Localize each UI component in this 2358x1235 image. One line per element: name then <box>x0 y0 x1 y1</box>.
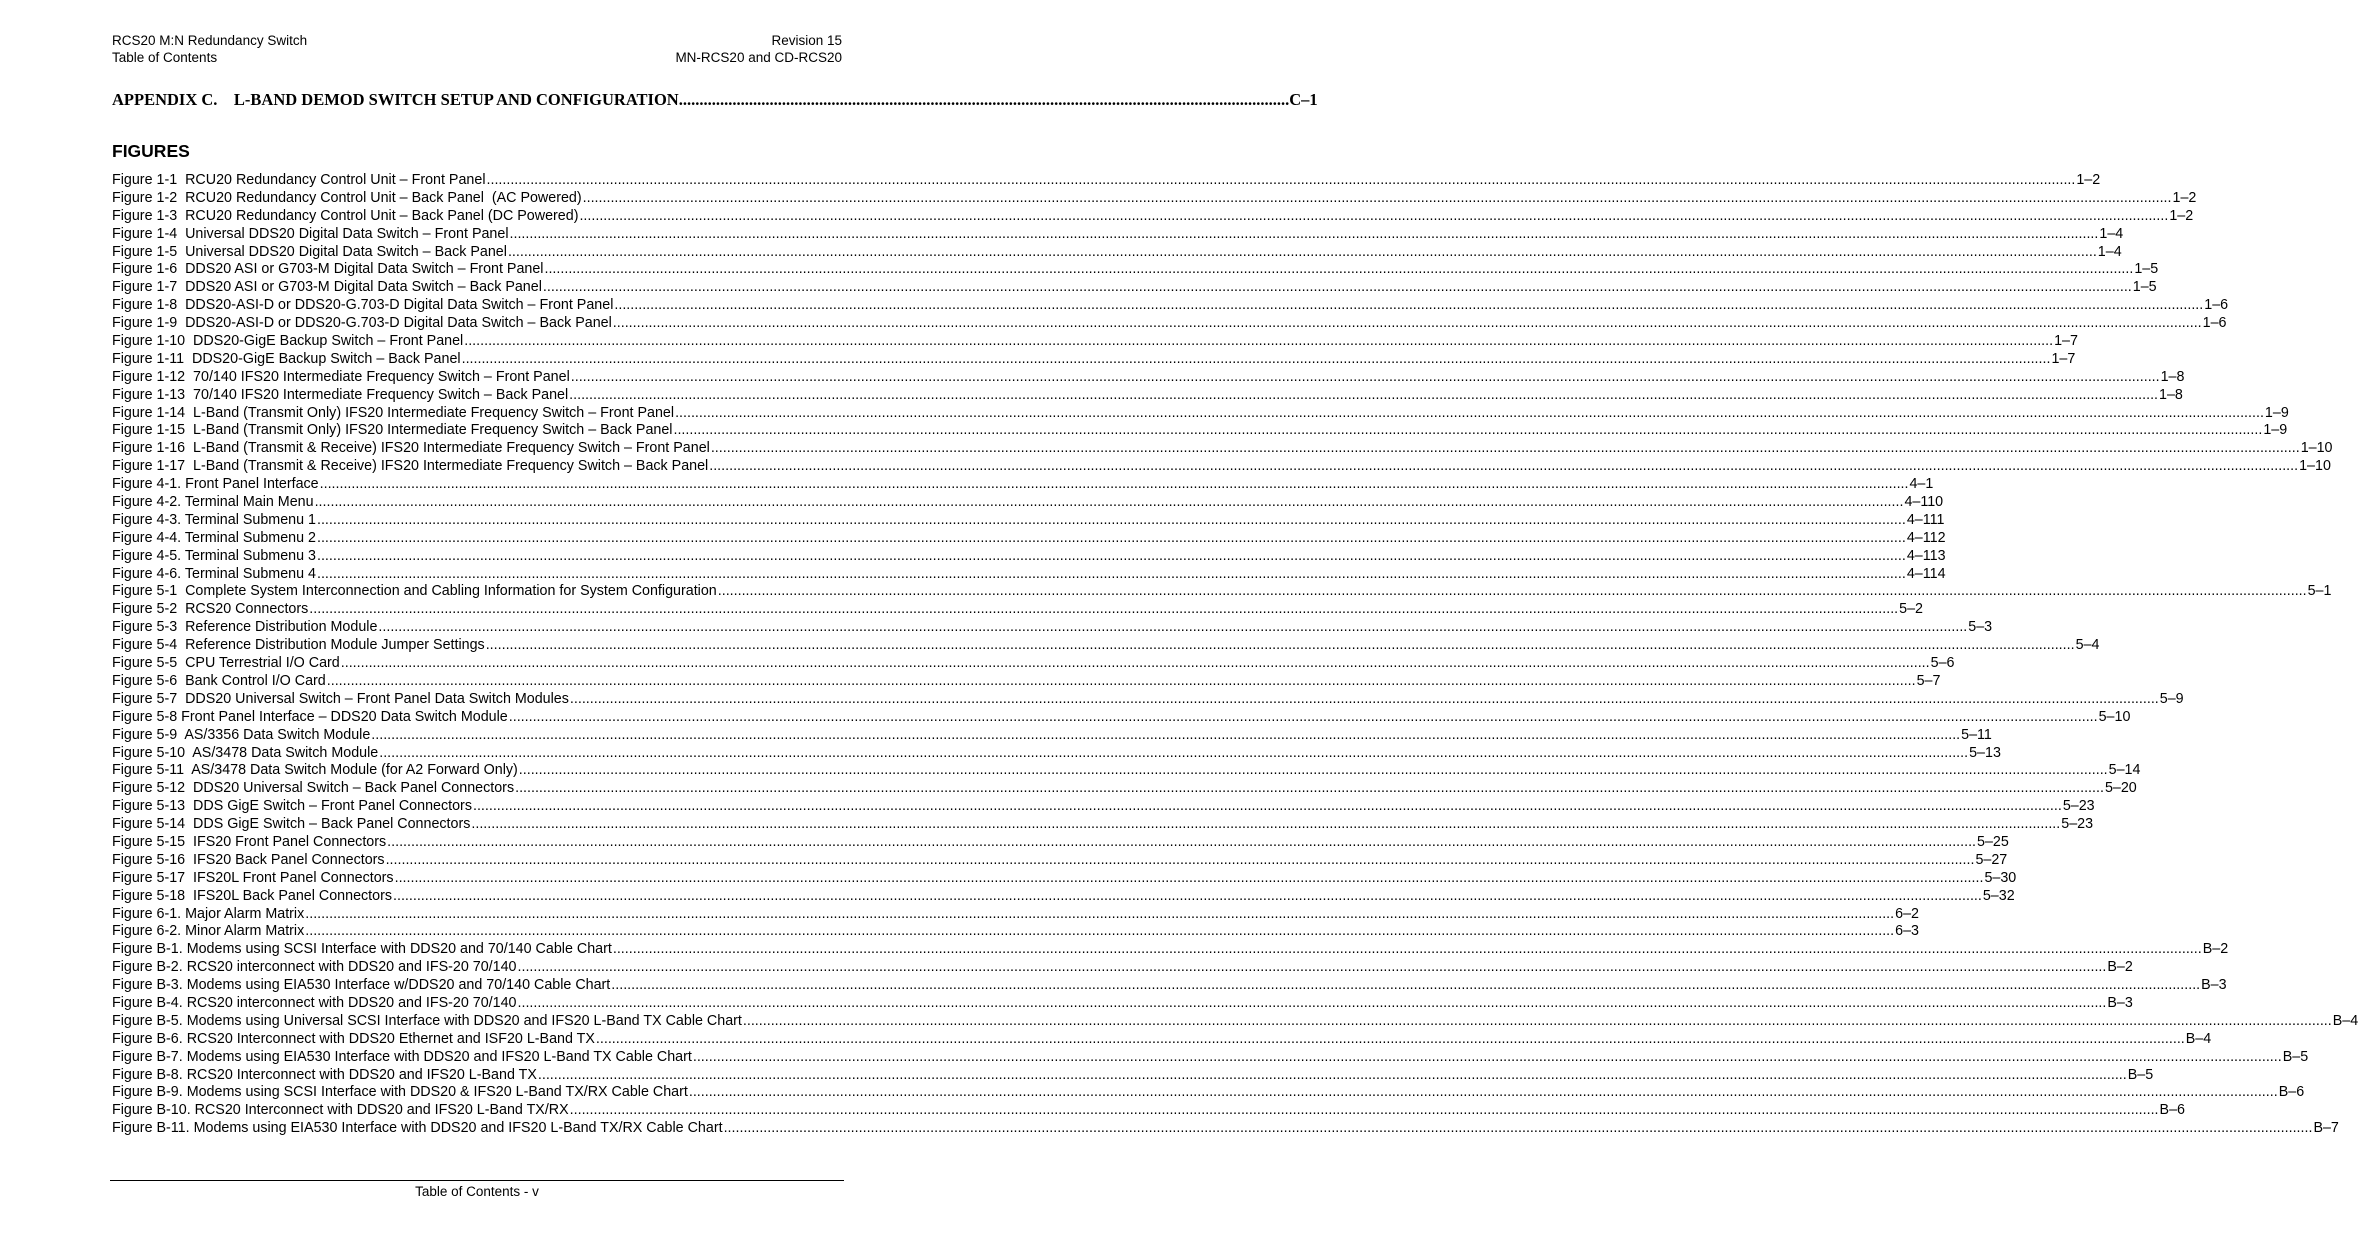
page-header-left <box>112 33 307 66</box>
toc-entry[interactable] <box>112 458 2331 476</box>
entry-page: B–7 <box>2313 1120 2339 1137</box>
dot-leader: ................................................................................................................................................................................................................................................................................................................................................................................................................ <box>569 1102 2159 1119</box>
entry-page: 5–20 <box>2104 780 2137 797</box>
dot-leader: ................................................................................................................................................................................................................................................................................................................................................................................................................ <box>611 977 2201 994</box>
toc-entry[interactable] <box>112 655 1955 673</box>
entry-title: Figure 5-13 DDS GigE Switch – Front Panel Connectors <box>112 798 472 815</box>
entry-page: 5–9 <box>2159 690 2184 707</box>
toc-entry[interactable] <box>112 368 2185 387</box>
dot-leader: ................................................................................................................................................................................................................................................................................................................................................................................................................ <box>371 726 1961 743</box>
toc-entry[interactable] <box>112 708 2131 727</box>
entry-page: 5–2 <box>1899 601 1923 618</box>
entry-page: 4–1 <box>1909 476 1934 493</box>
toc-entry[interactable] <box>112 941 2229 959</box>
dot-leader: ................................................................................................................................................................................................................................................................................................................................................................................................................ <box>486 172 2076 188</box>
toc-entry[interactable] <box>112 726 1992 745</box>
entry-title: Figure 6-1. Major Alarm Matrix <box>112 905 305 922</box>
toc-entry[interactable] <box>112 905 1919 924</box>
entry-page: 5–7 <box>1916 672 1941 689</box>
dot-leader: ................................................................................................................................................................................................................................................................................................................................................................................................................ <box>461 350 2051 367</box>
dot-leader: ................................................................................................................................................................................................................................................................................................................................................................................................................ <box>673 422 2263 439</box>
revision-label: Revision 15 <box>771 33 842 48</box>
entry-page: 1–9 <box>2263 422 2288 439</box>
toc-entry[interactable] <box>112 977 2227 995</box>
entry-title: Figure 1-17 L-Band (Transmit & Receive) IFS20 Intermediate Frequency Switch – Back Panel <box>112 458 709 475</box>
dot-leader: ................................................................................................................................................................................................................................................................................................................................................................................................................ <box>393 887 1982 904</box>
toc-entry[interactable] <box>112 637 2100 655</box>
dot-leader: ................................................................................................................................................................................................................................................................................................................................................................................................................ <box>595 1030 2185 1047</box>
footer-divider <box>110 1180 844 1181</box>
entry-page: B–3 <box>2107 994 2133 1011</box>
page-footer: Table of Contents - v <box>415 1184 539 1199</box>
document-number: MN-RCS20 and CD-RCS20 <box>675 49 842 65</box>
dot-leader: ................................................................................................................................................................................................................................................................................................................................................................................................................ <box>742 1012 2332 1029</box>
entry-page: 4–112 <box>1906 529 1946 546</box>
entry-page: 1–2 <box>2172 189 2197 206</box>
dot-leader: ................................................................................................................................................................................................................................................................................................................................................................................................................ <box>309 601 1899 618</box>
toc-entry[interactable] <box>112 494 1944 512</box>
entry-title: Figure B-10. RCS20 Interconnect with DDS20 and IFS20 L-Band TX/RX <box>112 1102 569 1119</box>
entry-page: B–6 <box>2159 1102 2185 1119</box>
toc-entry[interactable] <box>112 529 1946 548</box>
entry-page: 4–111 <box>1906 511 1945 528</box>
entry-page: B–4 <box>2332 1012 2358 1029</box>
toc-entry[interactable] <box>112 350 2076 369</box>
toc-entry[interactable] <box>112 690 2184 709</box>
entry-title: Figure 1-12 70/140 IFS20 Intermediate Frequency Switch – Front Panel <box>112 368 570 385</box>
toc-entry[interactable] <box>112 386 2183 405</box>
entry-page: 5–27 <box>1975 851 2008 868</box>
entry-page: 5–4 <box>2075 637 2100 654</box>
dot-leader: ................................................................................................................................................................................................................................................................................................................................................................................................................ <box>675 404 2264 421</box>
entry-title: Figure 4-6. Terminal Submenu 4 <box>112 565 316 582</box>
entry-page: B–6 <box>2278 1084 2305 1101</box>
entry-title: Figure 4-4. Terminal Submenu 2 <box>112 529 316 546</box>
entry-title: Figure B-8. RCS20 Interconnect with DDS20 and IFS20 L-Band TX <box>112 1066 537 1083</box>
entry-title: Figure 5-9 AS/3356 Data Switch Module <box>112 726 371 743</box>
toc-entry[interactable] <box>112 869 2017 888</box>
dot-leader: ................................................................................................................................................................................................................................................................................................................................................................................................................ <box>717 583 2307 600</box>
toc-entry[interactable] <box>112 816 2094 834</box>
entry-page: 4–113 <box>1906 547 1946 564</box>
entry-title: Figure B-7. Modems using EIA530 Interface with DDS20 and IFS20 L-Band TX Cable Chart <box>112 1048 692 1065</box>
entry-title: Figure 5-15 IFS20 Front Panel Connectors <box>112 833 387 850</box>
toc-entry[interactable] <box>112 297 2229 315</box>
dot-leader: ................................................................................................................................................................................................................................................................................................................................................................................................................ <box>723 1120 2313 1137</box>
toc-entry[interactable] <box>112 315 2227 333</box>
dot-leader: ................................................................................................................................................................................................................................................................................................................................................................................................................ <box>485 637 2075 654</box>
toc-entry[interactable] <box>112 583 2332 601</box>
dot-leader: ................................................................................................................................................................................................................................................................................................................................................................................................................ <box>340 655 1930 672</box>
toc-entry[interactable] <box>112 672 1941 691</box>
entry-title: Figure 1-7 DDS20 ASI or G703-M Digital Data Switch – Back Panel <box>112 279 542 296</box>
toc-entry[interactable] <box>112 547 1946 566</box>
dot-leader: ................................................................................................................................................................................................................................................................................................................................................................................................................ <box>517 959 2107 976</box>
toc-entry[interactable] <box>112 225 2124 244</box>
dot-leader: ................................................................................................................................................................................................................................................................................................................................................................................................................ <box>316 529 1906 546</box>
entry-page: 6–3 <box>1895 923 1919 940</box>
entry-title: Figure 1-14 L-Band (Transmit Only) IFS20 Intermediate Frequency Switch – Front Panel <box>112 404 675 421</box>
toc-entry[interactable] <box>112 476 1934 494</box>
entry-page: B–2 <box>2107 959 2133 976</box>
entry-title: Figure B-4. RCS20 interconnect with DDS20 and IFS-20 70/140 <box>112 994 517 1011</box>
entry-title: Figure B-2. RCS20 interconnect with DDS20 and IFS-20 70/140 <box>112 959 517 976</box>
dot-leader: ................................................................................................................................................................................................................................................................................................................................................................................................................ <box>319 476 1909 493</box>
entry-page: 5–23 <box>2062 798 2095 815</box>
toc-entry[interactable] <box>112 1066 2154 1085</box>
entry-title: Figure 5-17 IFS20L Front Panel Connectors <box>112 869 394 886</box>
entry-title: Figure B-3. Modems using EIA530 Interface w/DDS20 and 70/140 Cable Chart <box>112 977 611 994</box>
toc-entry[interactable] <box>112 189 2197 208</box>
toc-entry[interactable] <box>112 923 1919 941</box>
entry-title: Figure 1-15 L-Band (Transmit Only) IFS20 Intermediate Frequency Switch – Back Panel <box>112 422 673 439</box>
section-title: Table of Contents <box>112 49 218 65</box>
entry-page: 5–25 <box>1977 833 2009 850</box>
entry-title: Figure 4-3. Terminal Submenu 1 <box>112 511 316 528</box>
entry-page: 5–32 <box>1982 887 2015 904</box>
dot-leader: ................................................................................................................................................................................................................................................................................................................................................................................................................ <box>518 762 2108 779</box>
dot-leader: ................................................................................................................................................................................................................................................................................................................................................................................................................ <box>515 780 2104 797</box>
dot-leader: ................................................................................................................................................................................................................................................................................................................................................................................................................ <box>464 333 2054 350</box>
entry-page: 6–2 <box>1895 905 1919 922</box>
entry-title: Figure 1-3 RCU20 Redundancy Control Unit – Back Panel (DC Powered) <box>112 207 579 224</box>
dot-leader: ................................................................................................................................................................................................................................................................................................................................................................................................................ <box>537 1066 2127 1083</box>
entry-title: Figure 5-1 Complete System Interconnection and Cabling Information for System Configuration <box>112 583 717 600</box>
entry-title: Figure 5-6 Bank Control I/O Card <box>112 672 326 689</box>
dot-leader: ................................................................................................................................................................................................................................................................................................................................................................................................................ <box>385 851 1975 868</box>
entry-title: Figure 1-9 DDS20-ASI-D or DDS20-G.703-D Digital Data Switch – Back Panel <box>112 315 612 332</box>
dot-leader: ................................................................................................................................................................................................................................................................................................................................................................................................................ <box>569 386 2159 403</box>
appendix-title: APPENDIX C. L-BAND DEMOD SWITCH SETUP AND CONFIGURATION <box>112 90 679 109</box>
toc-entry[interactable] <box>112 511 1945 530</box>
toc-entry[interactable] <box>112 243 2122 262</box>
dot-leader: ................................................................................................................................................................................................................................................................................................................................................................................................................ <box>710 440 2300 457</box>
entry-title: Figure 1-6 DDS20 ASI or G703-M Digital Data Switch – Front Panel <box>112 261 544 278</box>
entry-title: Figure 5-4 Reference Distribution Module Jumper Settings <box>112 637 485 654</box>
dot-leader: ................................................................................................................................................................................................................................................................................................................................................................................................................ <box>542 279 2132 296</box>
dot-leader: ................................................................................................................................................................................................................................................................................................................................................................................................................ <box>709 458 2299 475</box>
toc-entry[interactable] <box>112 762 2141 780</box>
page-header-right <box>675 33 842 66</box>
entry-title: Figure 1-10 DDS20-GigE Backup Switch – Front Panel <box>112 333 464 350</box>
dot-leader: ................................................................................................................................................................................................................................................................................................................................................................................................................ <box>612 941 2202 958</box>
dot-leader: ................................................................................................................................................................................................................................................................................................................................................................................................................ <box>544 261 2134 278</box>
entry-title: Figure 5-8 Front Panel Interface – DDS20 Data Switch Module <box>112 708 508 725</box>
toc-entry[interactable] <box>112 565 1946 584</box>
entry-page: 5–1 <box>2307 583 2332 600</box>
figures-heading: FIGURES <box>112 141 190 161</box>
entry-title: Figure 5-7 DDS20 Universal Switch – Front Panel Data Switch Modules <box>112 690 569 707</box>
toc-entry[interactable] <box>112 887 2015 906</box>
entry-title: Figure B-9. Modems using SCSI Interface with DDS20 & IFS20 L-Band TX/RX Cable Chart <box>112 1084 688 1101</box>
entry-title: Figure 5-5 CPU Terrestrial I/O Card <box>112 655 340 672</box>
dot-leader: ................................................................................................................................................................................................................................................................................................................................................................................................................ <box>579 207 2169 224</box>
dot-leader: .................................................................................................................................................... <box>678 90 1290 109</box>
toc-entry[interactable] <box>112 601 1923 619</box>
entry-page: B–4 <box>2185 1030 2212 1047</box>
entry-title: Figure 1-11 DDS20-GigE Backup Switch – Back Panel <box>112 350 461 367</box>
entry-title: Figure 1-5 Universal DDS20 Digital Data Switch – Back Panel <box>112 243 507 260</box>
toc-entry[interactable] <box>112 1030 2212 1049</box>
toc-entry[interactable] <box>112 261 2159 279</box>
entry-page: 5–23 <box>2061 816 2094 833</box>
toc-entry[interactable] <box>112 994 2133 1013</box>
entry-page: 1–10 <box>2299 458 2331 475</box>
dot-leader: ................................................................................................................................................................................................................................................................................................................................................................................................................ <box>509 225 2099 242</box>
entry-title: Figure 1-1 RCU20 Redundancy Control Unit – Front Panel <box>112 172 486 188</box>
entry-title: Figure 6-2. Minor Alarm Matrix <box>112 923 305 940</box>
entry-title: Figure B-6. RCS20 Interconnect with DDS20 Ethernet and ISF20 L-Band TX <box>112 1030 595 1047</box>
toc-entry[interactable] <box>112 833 2009 852</box>
dot-leader: ................................................................................................................................................................................................................................................................................................................................................................................................................ <box>507 243 2097 260</box>
appendix-page: C–1 <box>1289 90 1318 109</box>
entry-title: Figure 5-18 IFS20L Back Panel Connectors <box>112 887 392 904</box>
appendix-c-entry[interactable] <box>112 90 1318 110</box>
dot-leader: ................................................................................................................................................................................................................................................................................................................................................................................................................ <box>517 994 2107 1011</box>
entry-title: Figure 5-3 Reference Distribution Module <box>112 619 378 636</box>
entry-page: 1–7 <box>2054 333 2078 350</box>
entry-title: Figure 5-10 AS/3478 Data Switch Module <box>112 744 379 761</box>
dot-leader: ................................................................................................................................................................................................................................................................................................................................................................................................................ <box>394 869 1984 886</box>
entry-page: 4–110 <box>1904 494 1944 511</box>
toc-entry[interactable] <box>112 440 2333 458</box>
entry-page: B–5 <box>2282 1048 2309 1065</box>
entry-page: B–3 <box>2201 977 2227 994</box>
dot-leader: ................................................................................................................................................................................................................................................................................................................................................................................................................ <box>472 798 2062 815</box>
entry-page: 1–2 <box>2076 172 2101 188</box>
entry-title: Figure 1-8 DDS20-ASI-D or DDS20-G.703-D Digital Data Switch – Front Panel <box>112 297 614 314</box>
entry-page: 4–114 <box>1906 565 1946 582</box>
entry-page: 1–8 <box>2159 386 2183 403</box>
entry-page: 5–13 <box>1969 744 2001 761</box>
dot-leader: ................................................................................................................................................................................................................................................................................................................................................................................................................ <box>692 1048 2282 1065</box>
entry-title: Figure 4-5. Terminal Submenu 3 <box>112 547 316 564</box>
dot-leader: ................................................................................................................................................................................................................................................................................................................................................................................................................ <box>316 511 1906 528</box>
entry-title: Figure B-5. Modems using Universal SCSI Interface with DDS20 and IFS20 L-Band TX Cable Chart <box>112 1012 742 1029</box>
dot-leader: ................................................................................................................................................................................................................................................................................................................................................................................................................ <box>570 368 2160 385</box>
dot-leader: ................................................................................................................................................................................................................................................................................................................................................................................................................ <box>316 565 1906 582</box>
entry-title: Figure 1-16 L-Band (Transmit & Receive) IFS20 Intermediate Frequency Switch – Front Panel <box>112 440 710 457</box>
entry-page: 5–6 <box>1930 655 1955 672</box>
toc-entry[interactable] <box>112 1048 2309 1067</box>
entry-page: 1–6 <box>2202 315 2227 332</box>
dot-leader: ................................................................................................................................................................................................................................................................................................................................................................................................................ <box>379 744 1969 761</box>
toc-entry[interactable] <box>112 207 2194 226</box>
entry-page: 5–14 <box>2108 762 2141 779</box>
entry-title: Figure B-1. Modems using SCSI Interface with DDS20 and 70/140 Cable Chart <box>112 941 612 958</box>
toc-entry[interactable] <box>112 619 1993 637</box>
entry-page: 1–6 <box>2204 297 2229 314</box>
toc-entry[interactable] <box>112 780 2137 798</box>
dot-leader: ................................................................................................................................................................................................................................................................................................................................................................................................................ <box>378 619 1968 636</box>
entry-page: 5–30 <box>1984 869 2017 886</box>
entry-title: Figure 4-2. Terminal Main Menu <box>112 494 314 511</box>
entry-title: Figure 5-12 DDS20 Universal Switch – Back Panel Connectors <box>112 780 515 797</box>
dot-leader: ................................................................................................................................................................................................................................................................................................................................................................................................................ <box>305 905 1895 922</box>
toc-entry[interactable] <box>112 851 2008 870</box>
entry-title: Figure 1-2 RCU20 Redundancy Control Unit – Back Panel (AC Powered) <box>112 189 582 206</box>
entry-page: 1–4 <box>2099 225 2124 242</box>
entry-page: 1–2 <box>2169 207 2194 224</box>
entry-title: Figure 5-2 RCS20 Connectors <box>112 601 309 618</box>
entry-page: B–2 <box>2202 941 2229 958</box>
entry-page: 1–5 <box>2134 261 2159 278</box>
document-title: RCS20 M:N Redundancy Switch <box>112 33 308 48</box>
toc-entry[interactable] <box>112 279 2157 297</box>
entry-title: Figure 1-13 70/140 IFS20 Intermediate Frequency Switch – Back Panel <box>112 386 569 403</box>
entry-title: Figure B-11. Modems using EIA530 Interface with DDS20 and IFS20 L-Band TX/RX Cable Chart <box>112 1120 723 1137</box>
dot-leader: ................................................................................................................................................................................................................................................................................................................................................................................................................ <box>612 315 2202 332</box>
entry-title: Figure 4-1. Front Panel Interface <box>112 476 319 493</box>
dot-leader: ................................................................................................................................................................................................................................................................................................................................................................................................................ <box>326 672 1916 689</box>
entry-page: 5–11 <box>1961 726 1992 743</box>
toc-entry[interactable] <box>112 1012 2358 1031</box>
dot-leader: ................................................................................................................................................................................................................................................................................................................................................................................................................ <box>688 1084 2278 1101</box>
entry-title: Figure 1-4 Universal DDS20 Digital Data Switch – Front Panel <box>112 225 509 242</box>
toc-entry[interactable] <box>112 959 2133 977</box>
toc-entry[interactable] <box>112 333 2078 351</box>
entry-title: Figure 5-11 AS/3478 Data Switch Module (for A2 Forward Only) <box>112 762 518 779</box>
toc-entry[interactable] <box>112 1102 2185 1120</box>
entry-page: B–5 <box>2127 1066 2154 1083</box>
dot-leader: ................................................................................................................................................................................................................................................................................................................................................................................................................ <box>314 494 1904 511</box>
entry-title: Figure 5-16 IFS20 Back Panel Connectors <box>112 851 385 868</box>
entry-page: 1–5 <box>2132 279 2157 296</box>
entry-page: 1–9 <box>2264 404 2289 421</box>
toc-entry[interactable] <box>112 404 2289 423</box>
toc-entry[interactable] <box>112 1084 2305 1102</box>
toc-entry[interactable] <box>112 1120 2339 1138</box>
dot-leader: ................................................................................................................................................................................................................................................................................................................................................................................................................ <box>387 833 1977 850</box>
dot-leader: ................................................................................................................................................................................................................................................................................................................................................................................................................ <box>305 923 1895 940</box>
dot-leader: ................................................................................................................................................................................................................................................................................................................................................................................................................ <box>582 189 2172 206</box>
figures-list <box>112 172 2358 1138</box>
toc-entry[interactable] <box>112 798 2095 816</box>
dot-leader: ................................................................................................................................................................................................................................................................................................................................................................................................................ <box>569 690 2159 707</box>
entry-page: 5–3 <box>1968 619 1993 636</box>
entry-page: 1–8 <box>2160 368 2185 385</box>
toc-entry[interactable] <box>112 422 2288 440</box>
dot-leader: ................................................................................................................................................................................................................................................................................................................................................................................................................ <box>471 816 2061 833</box>
entry-page: 5–10 <box>2098 708 2131 725</box>
entry-title: Figure 5-14 DDS GigE Switch – Back Panel Connectors <box>112 816 471 833</box>
entry-page: 1–4 <box>2097 243 2122 260</box>
toc-entry[interactable] <box>112 172 2101 190</box>
toc-entry[interactable] <box>112 744 2001 763</box>
dot-leader: ................................................................................................................................................................................................................................................................................................................................................................................................................ <box>316 547 1906 564</box>
entry-page: 1–7 <box>2051 350 2076 367</box>
dot-leader: ................................................................................................................................................................................................................................................................................................................................................................................................................ <box>508 708 2098 725</box>
entry-page: 1–10 <box>2300 440 2333 457</box>
dot-leader: ................................................................................................................................................................................................................................................................................................................................................................................................................ <box>614 297 2204 314</box>
